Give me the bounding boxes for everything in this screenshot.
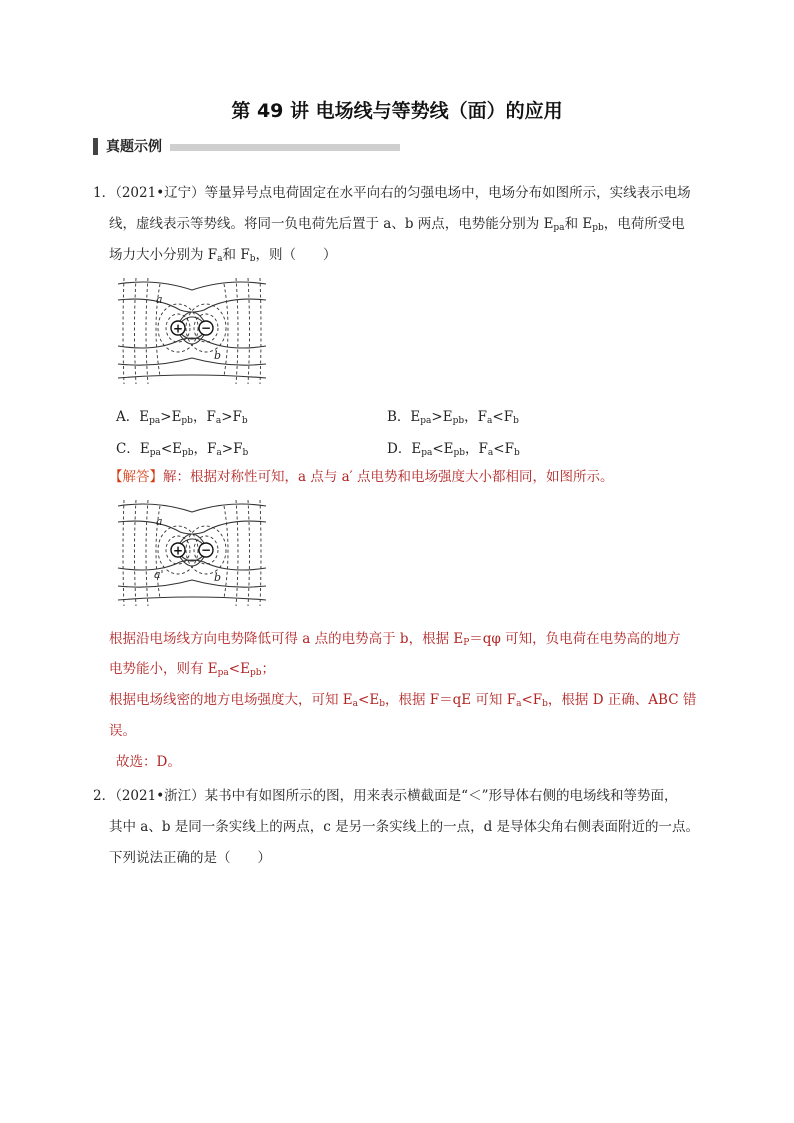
q1-line-1: 1．（2021•辽宁）等量异号点电荷固定在水平向右的匀强电场中，电场分布如图所示，实线表示电场 bbox=[93, 185, 691, 201]
q2-line-3: 下列说法正确的是（ ） bbox=[109, 850, 271, 866]
q1-fig2-plus-charge: + bbox=[172, 543, 184, 558]
q2-line-2: 其中 a、b 是同一条实线上的两点，c 是另一条实线上的一点，d 是导体尖角右侧表面附近的一点。 bbox=[109, 819, 700, 835]
q2-number: 2． bbox=[93, 788, 116, 804]
q1-fig2-label-b: b bbox=[214, 571, 222, 584]
answer-tag: 【解答】 bbox=[109, 469, 163, 485]
q1-number: 1． bbox=[93, 185, 116, 201]
q1-fig-plus-charge: + bbox=[172, 321, 184, 336]
q1-fig2-label-a-prime: a' bbox=[154, 568, 164, 581]
q1-solution-line-2: 电势能小，则有 $E_{pa}<E_{pb}$； bbox=[109, 661, 275, 678]
q1-answer-figure bbox=[116, 498, 268, 608]
q1-answer-line: 【解答】解：根据对称性可知，a 点与 a′ 点电势和电场强度大小都相同，如图所示。 bbox=[109, 469, 614, 485]
q1-field-figure bbox=[116, 276, 268, 386]
q1-fig-label-b: b bbox=[214, 349, 222, 362]
q1-fig2-minus-charge: − bbox=[200, 543, 212, 557]
q2-line-1: 2．（2021•浙江）某书中有如图所示的图，用来表示横截面是“＜”形导体右侧的电场线和等势面， bbox=[93, 788, 678, 804]
q1-final-choice: 故选：D。 bbox=[116, 754, 181, 770]
q1-option-d[interactable]: D．$E_{pa}<E_{pb}$，$F_a<F_b$ bbox=[387, 441, 520, 458]
q1-option-a[interactable]: A．$E_{pa}>E_{pb}$，$F_a>F_b$ bbox=[116, 409, 248, 426]
q1-line-2: 线，虚线表示等势线。将同一负电荷先后置于 a、b 两点，电势能分别为 $E_{pa}$和 $E_{pb}$，电荷所受电 bbox=[109, 216, 685, 233]
q1-option-c[interactable]: C．$E_{pa}<E_{pb}$，$F_a>F_b$ bbox=[116, 441, 249, 458]
q1-option-b[interactable]: B．$E_{pa}>E_{pb}$，$F_a<F_b$ bbox=[387, 409, 519, 426]
section-label: 真题示例 bbox=[106, 139, 162, 155]
q1-fig-label-a: a bbox=[156, 293, 163, 306]
section-marker bbox=[93, 138, 98, 155]
q1-fig2-label-a: a bbox=[156, 515, 163, 528]
q1-solution-line-1: 根据沿电场线方向电势降低可得 a 点的电势高于 b，根据 $E_P=q\varphi$ 可知，负电荷在电势高的地方 bbox=[109, 631, 681, 648]
section-header bbox=[93, 136, 400, 156]
q1-fig-minus-charge: − bbox=[200, 321, 212, 335]
q1-solution-line-4: 误。 bbox=[109, 723, 136, 739]
q1-line-3: 场力大小分别为 $F_a$和 $F_b$，则（ ） bbox=[109, 247, 337, 264]
page-title: 第 49 讲 电场线与等势线（面）的应用 bbox=[231, 100, 563, 122]
q1-solution-line-3: 根据电场线密的地方电场强度大，可知 $E_a<E_b$，根据 F＝qE 可知 $F_a<F_b$，根据 D 正确、ABC 错 bbox=[109, 692, 697, 709]
section-underline bbox=[170, 144, 400, 151]
